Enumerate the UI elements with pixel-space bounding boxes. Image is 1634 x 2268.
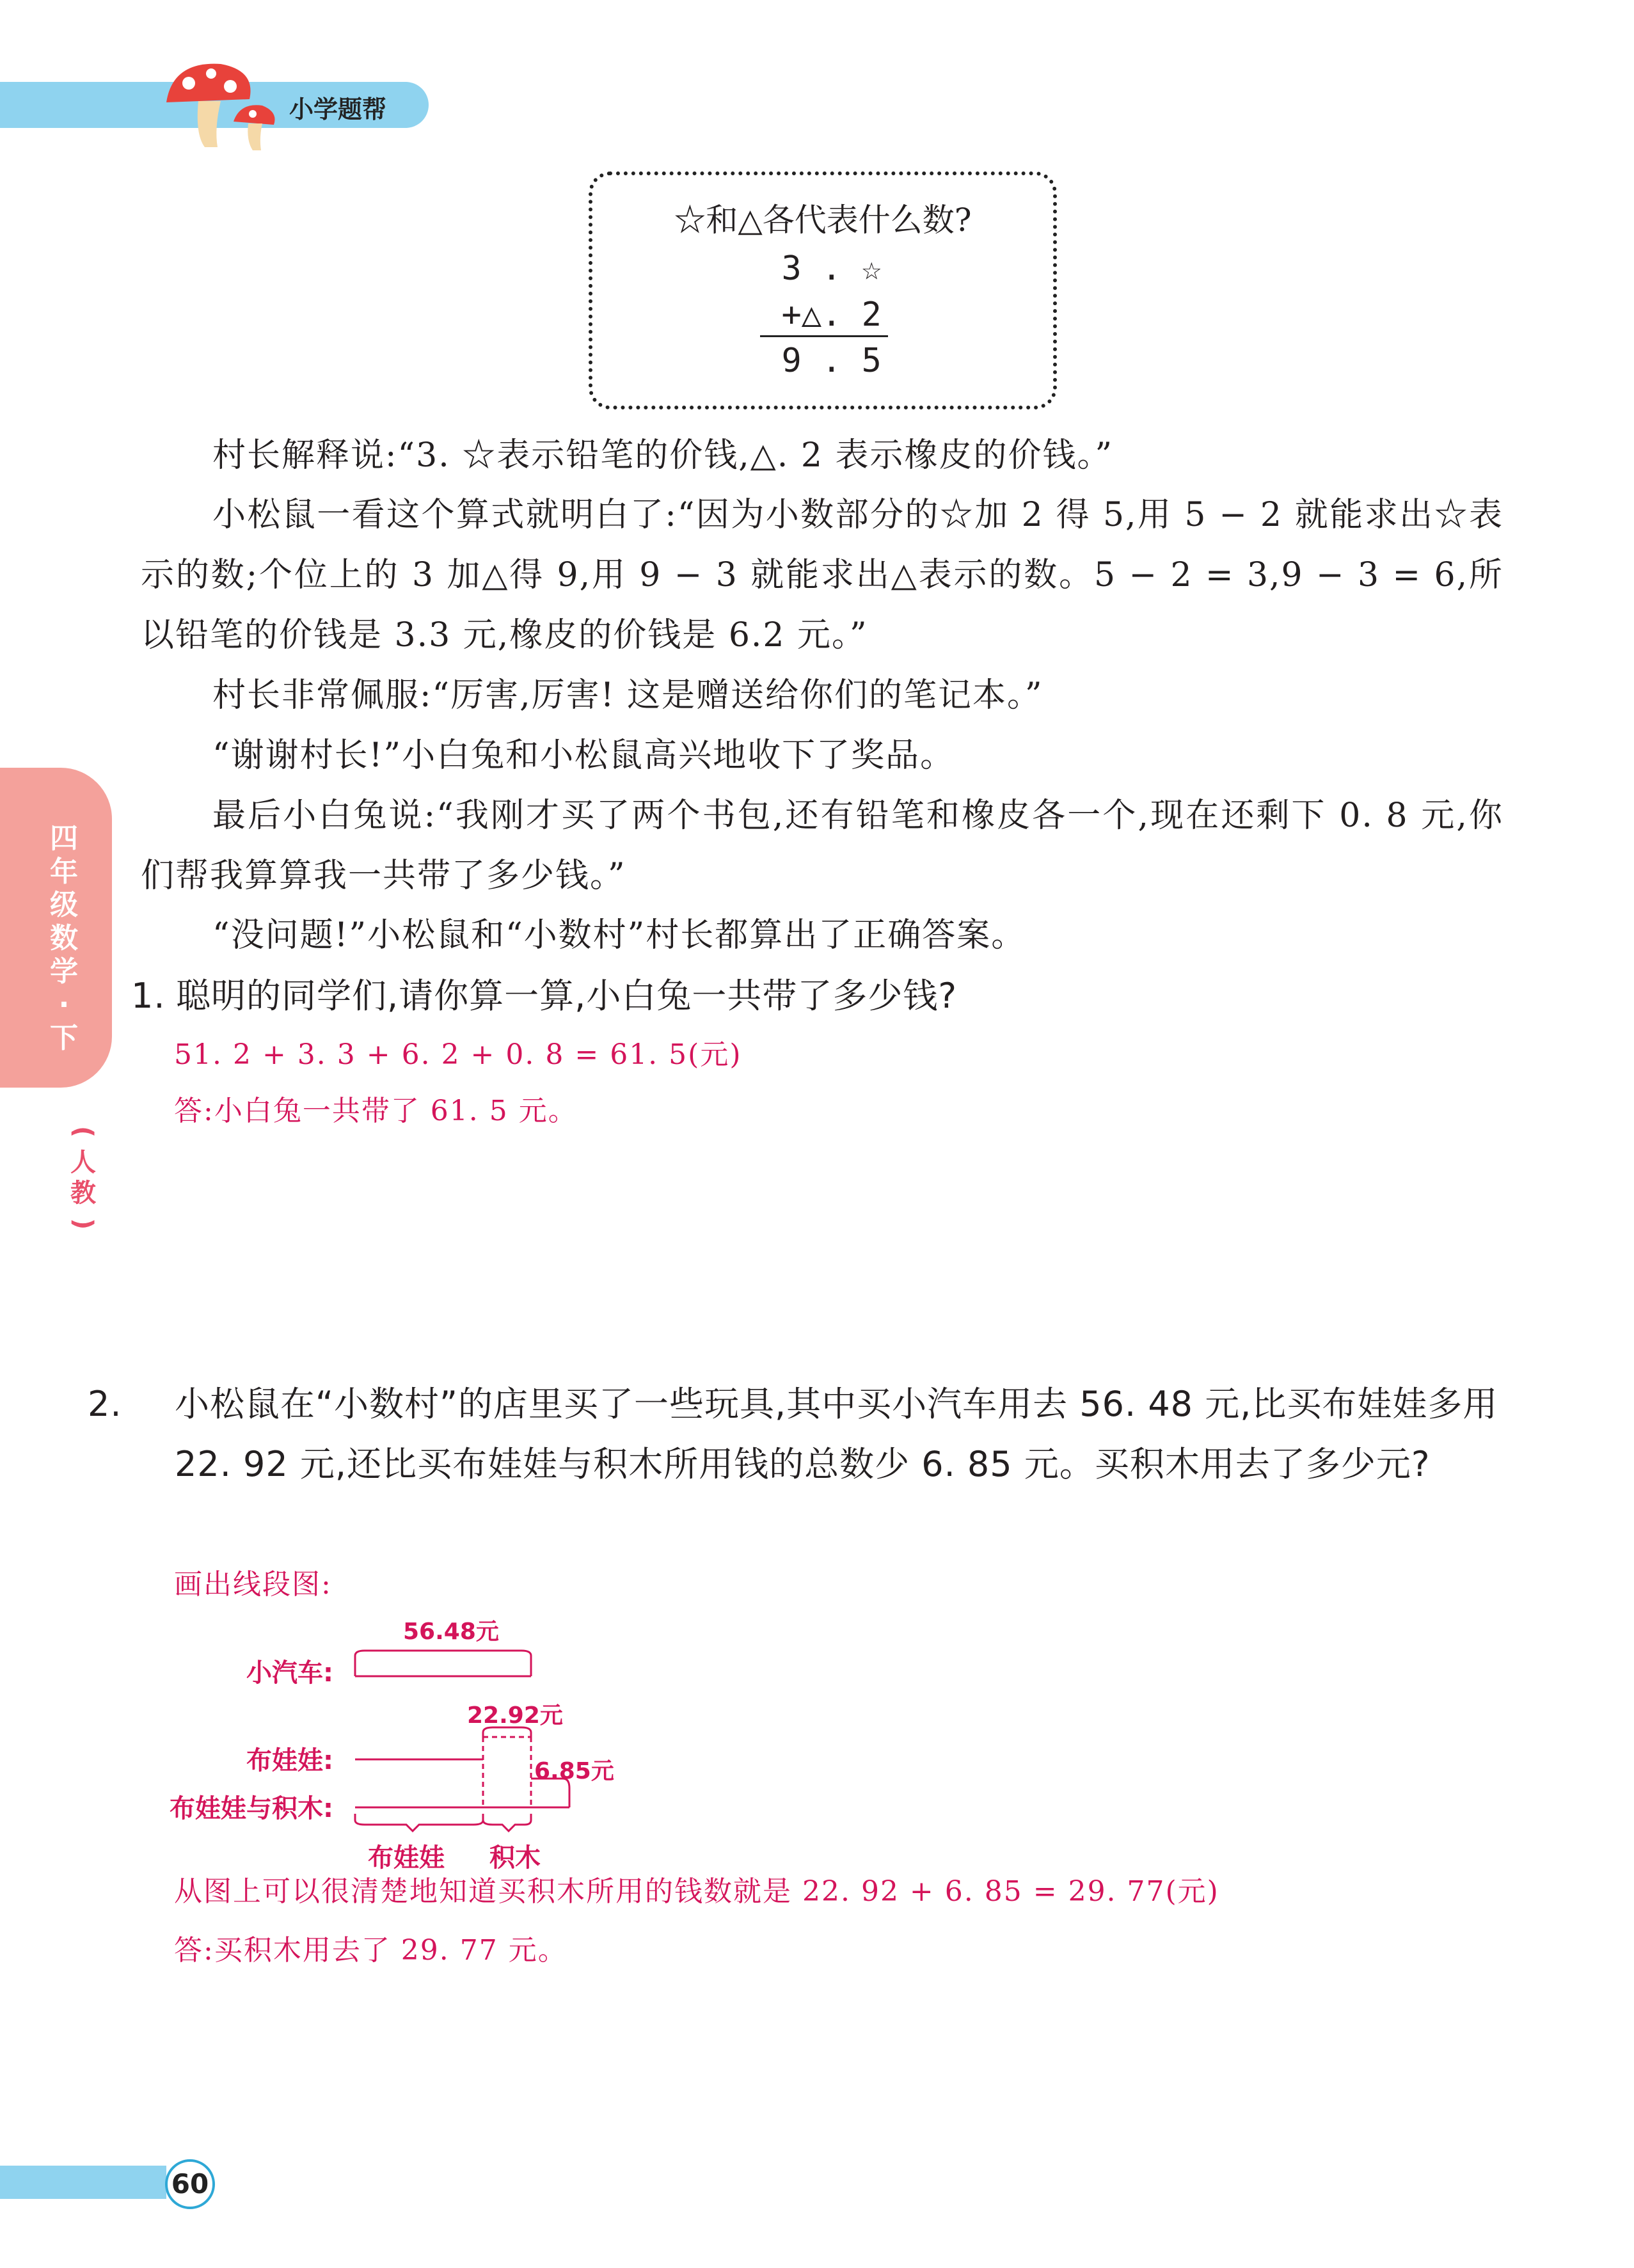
answer-text: 答:买积木用去了 29. 77 元。 [174,1934,567,1967]
blocks-part-label: 积木 [489,1843,541,1873]
question-number: 2. [88,1384,122,1424]
side-tab-edition: ( 人 教 ) [68,1125,98,1230]
side-tab-title: 四 年 级 数 学 · 下 [50,822,78,1054]
paragraph: 最后小白兔说:“我刚才买了两个书包,还有铅笔和橡皮各一个,现在还剩下 0. 8 元,你们帮我算算我一共带了多少钱。” [141,797,1503,895]
paragraph: 村长解释说:“3. ☆表示铅笔的价钱,△. 2 表示橡皮的价钱。” [212,436,1114,475]
diff-value: 22.92元 [467,1702,563,1729]
paragraph: “谢谢村长!”小白兔和小松鼠高兴地收下了奖品。 [212,736,955,775]
question-text: 聪明的同学们,请你算一算,小白兔一共带了多少钱? [176,976,957,1016]
car-brace [355,1651,531,1676]
question-2 [88,1374,1537,1495]
line-segment-diagram [160,1599,646,1873]
footer-band [0,2166,166,2199]
calc-row-1: 3 . ☆ [781,250,882,288]
blocks-part-brace [483,1814,531,1831]
combo-label: 布娃娃与积木: [170,1794,333,1823]
draw-prompt: 画出线段图: [174,1568,332,1601]
paragraph: 小松鼠一看这个算式就明白了:“因为小数部分的☆加 2 得 5,用 5 − 2 就能求出☆表示的数;个位上的 3 加△得 9,用 9 − 3 就能求出△表示的数。5 − 2 = 3,9 − 3 = 6,所以铅笔的价钱是 3.3 元,橡皮的价钱是 6.2 元。” [141,496,1503,654]
paragraph: “没问题!”小松鼠和“小数村”村长都算出了正确答案。 [212,916,1026,955]
puzzle-question: ☆和△各代表什么数? [674,202,972,239]
question-text: 小松鼠在“小数村”的店里买了一些玩具,其中买小汽车用去 56. 48 元,比买布娃娃多用 22. 92 元,还比买布娃娃与积木所用钱的总数少 6. 85 元。买积木用去了多少元? [175,1384,1498,1484]
paragraph: 村长非常佩服:“厉害,厉害! 这是赠送给你们的笔记本。” [212,676,1043,715]
brand-title: 小学题帮 [289,95,387,123]
calc-row-2: +△. 2 [781,296,882,334]
puzzle-box [589,171,1057,409]
calc-divider [760,335,888,337]
vertical-addition [754,246,901,384]
car-value: 56.48元 [403,1619,499,1645]
mushroom-icon [160,58,282,154]
question-1 [131,966,1507,1026]
question-number: 1. [131,976,166,1016]
answer-text: 答:小白兔一共带了 61. 5 元。 [174,1095,578,1127]
doll-part-brace [355,1814,483,1831]
answer-calculation: 51. 2 + 3. 3 + 6. 2 + 0. 8 = 61. 5(元) [174,1038,742,1071]
explanation-text: 从图上可以很清楚地知道买积木所用的钱数就是 22. 92 + 6. 85 = 29. 77(元) [174,1875,1219,1908]
calc-row-3: 9 . 5 [781,342,882,380]
page-number: 60 [165,2159,215,2209]
car-label: 小汽车: [246,1658,333,1688]
extra-value: 6.85元 [534,1758,614,1784]
doll-label: 布娃娃: [246,1746,333,1775]
doll-part-label: 布娃娃 [368,1843,445,1873]
